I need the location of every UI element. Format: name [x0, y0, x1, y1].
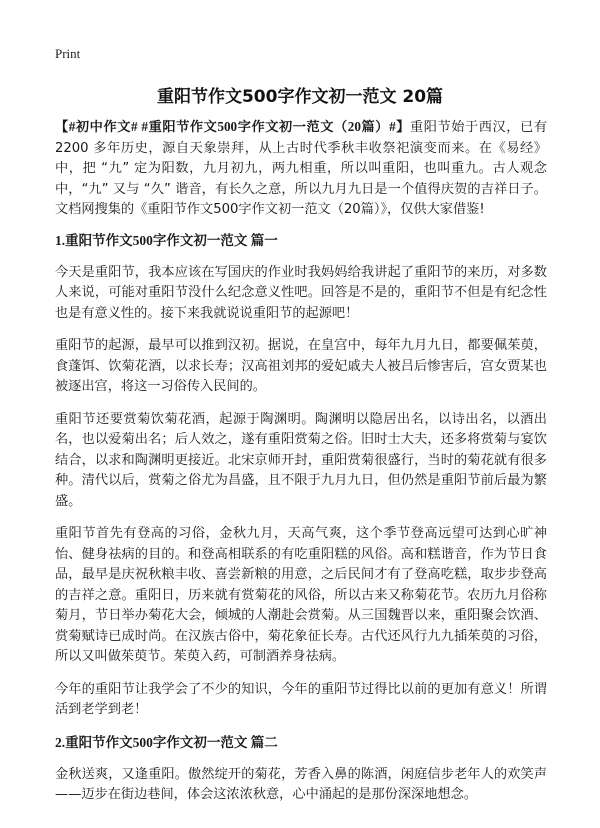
- paragraph: 金秋送爽，又逢重阳。傲然绽开的菊花，芳香入鼻的陈酒，闲庭信步老年人的欢笑声——迈步在街边巷间，体会这浓浓秋意，心中涌起的是那份深深地想念。: [55, 766, 547, 802]
- paragraph: 重阳节首先有登高的习俗，金秋九月，天高气爽，这个季节登高远望可达到心旷神怡、健身祛病的目的。和登高相联系的有吃重阳糕的风俗。高和糕谐音，作为节日食品，最早是庆祝秋粮丰收、喜尝新粮的用意，之后民间才有了登高吃糕，取步步登高的吉祥之意。重阳日，历来就有赏菊花的风俗，所以古来又称菊花节。农历九月俗称菊月，节日举办菊花大会，倾城的人潮赴会赏菊。从三国魏晋以来，重阳聚会饮酒、赏菊赋诗已成时尚。在汉族古俗中，菊花象征长寿。古代还风行九九插茱萸的习俗，所以又叫做茱萸节。茱萸入药，可制酒养身祛病。: [55, 526, 547, 664]
- paragraph: 今天是重阳节，我本应该在写国庆的作业时我妈妈给我讲起了重阳节的来历，对多数人来说，可能对重阳节没什么纪念意义性吧。回答是不是的，重阳节不但是有纪念性也是有意义性的。接下来我就说说重阳节的起源吧！: [55, 264, 547, 321]
- paragraph: 今年的重阳节让我学会了不少的知识，今年的重阳节过得比以前的更加有意义！所谓活到老学到老！: [55, 681, 547, 717]
- page-title: 重阳节作文500字作文初一范文 20篇: [156, 87, 444, 107]
- section-heading-1: 1.重阳节作文500字作文初一范文 篇一: [55, 232, 278, 248]
- paragraph: 重阳节还要赏菊饮菊花酒，起源于陶渊明。陶渊明以隐居出名，以诗出名，以酒出名，也以爱菊出名；后人效之，遂有重阳赏菊之俗。旧时士大夫，还多将赏菊与宴饮结合，以求和陶渊明更接近。北宋京师开封，重阳赏菊很盛行，当时的菊花就有很多种。清代以后，赏菊之俗尤为昌盛，且不限于九月九日，但仍然是重阳节前后最为繁盛。: [55, 411, 547, 509]
- intro-paragraph: [55, 117, 547, 221]
- paragraph: 重阳节的起源，最早可以推到汉初。据说，在皇宫中，每年九月九日，都要佩茱萸，食蓬饵、饮菊花酒，以求长寿；汉高祖刘邦的爱妃戚夫人被吕后惨害后，宫女贾某也被逐出宫，将这一习俗传入民间的。: [55, 338, 547, 394]
- intro-tag: 【#初中作文# #重阳节作文500字作文初一范文（20篇）#】: [55, 119, 410, 134]
- section-heading-2: 2.重阳节作文500字作文初一范文 篇二: [55, 734, 278, 750]
- intro-text: 重阳节始于西汉，已有2200 多年历史，源自天象崇拜，从上古时代季秋丰收祭祀演变而来。在《易经》中，把 “九” 定为阳数，九月初九，两九相重，所以叫重阳，也叫重九。古人观念中，“九” 又与 “久” 谐音，有长久之意，所以九月九日是一个值得庆贺的吉祥日子。文档网搜集的《重阳节作文500字作文初一范文（20篇）》，仅供大家借鉴!: [55, 120, 548, 217]
- print-link[interactable]: Print: [55, 46, 81, 61]
- article-body: [55, 117, 547, 818]
